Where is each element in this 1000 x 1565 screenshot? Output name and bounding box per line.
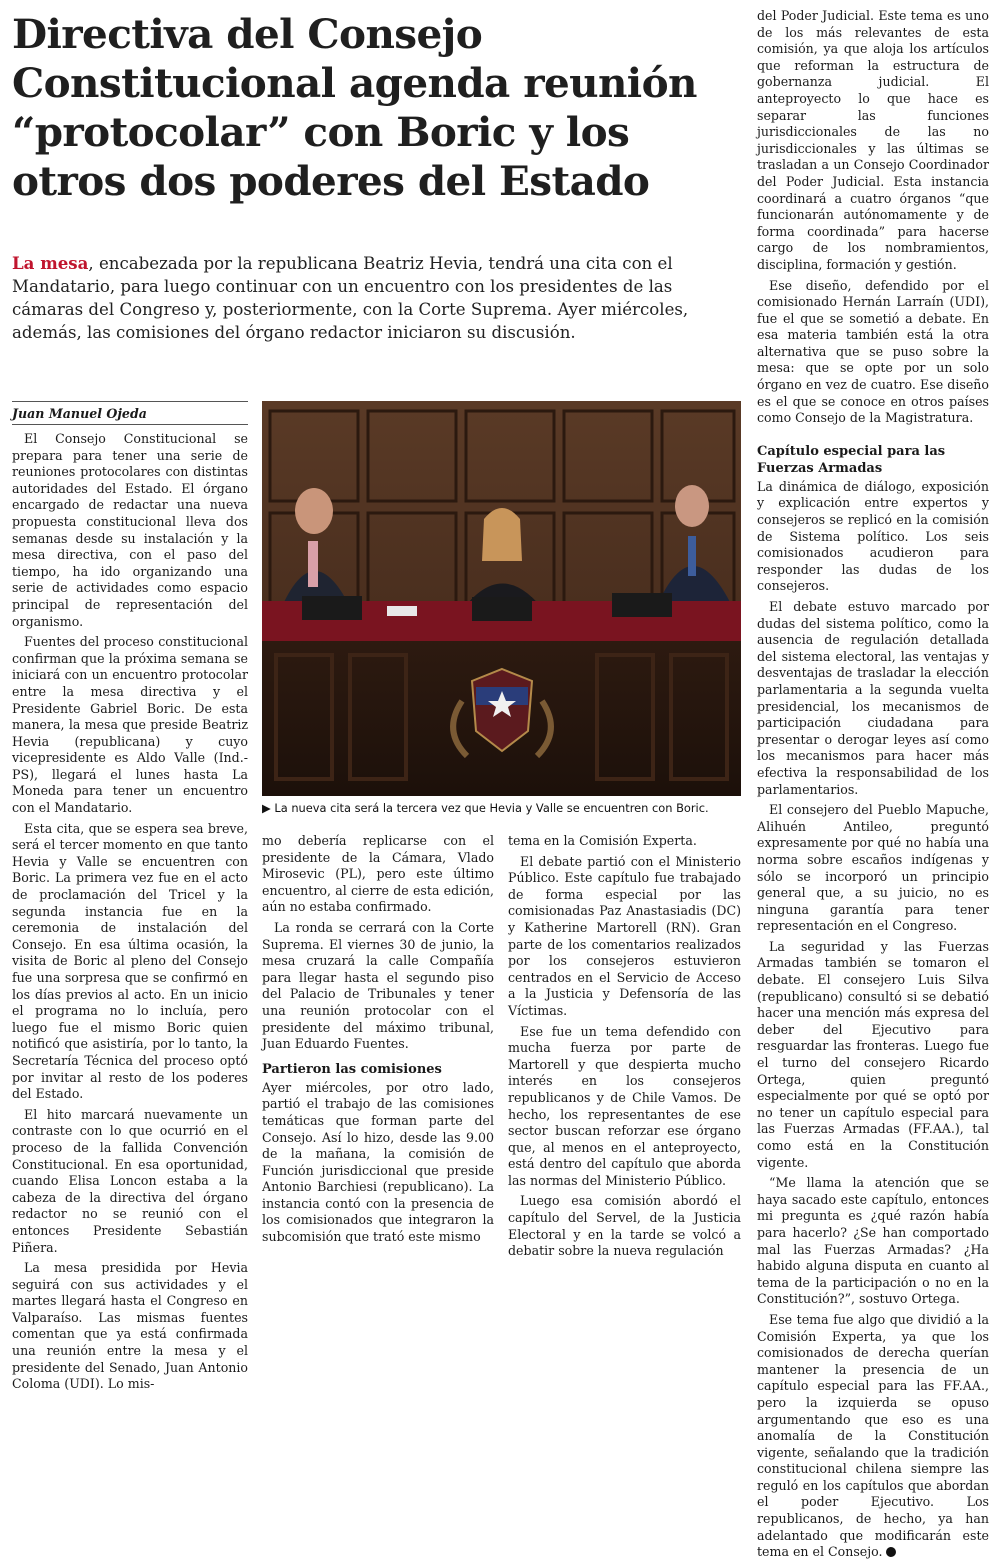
paragraph-final bbox=[757, 1312, 989, 1561]
paragraph: La ronda se cerrará con la Corte Suprema. El viernes 30 de junio, la mesa cruzará la calle Compañía para llegar hasta el segundo piso del Palacio de Tribunales y tener una reunión protocolar con el presidente del máximo tribunal, Juan Eduardo Fuentes. bbox=[262, 919, 494, 1052]
paragraph: La seguridad y las Fuerzas Armadas también se tomaron el debate. El consejero Luis Silva (republicano) consultó si se debatió hacer una mención más expresa del deber del Ejecutivo para resguardar las fronteras. Luego fue el turno del consejero Ricardo Ortega, quien preguntó especialmente por qué se optó por no tener un capítulo especial para las Fuerzas Armadas (FF.AA.), tal como está en la Constitución vigente. bbox=[757, 938, 989, 1170]
paragraph: El debate estuvo marcado por dudas del sistema político, como la ausencia de regulación detallada del sistema electoral, las ventajas y desventajas de trasladar la elección parlamentaria a la segunda vuelta presidencial, los mecanismos de participación ciudadana para presentar o derogar leyes así como los mecanismos para hacer más efectiva la responsabilidad de los parlamentarios. bbox=[757, 599, 989, 797]
article-photo bbox=[262, 401, 741, 796]
paragraph: del Poder Judicial. Este tema es uno de los más relevantes de esta comisión, ya que aloja los artículos que reforman la estructura de gobernanza judicial. El anteproyecto lo que hace es separar las funciones jurisdiccionales de las no jurisdiccionales y las últimas se trasladan a un Consejo Coordinador del Poder Judicial. Esta instancia coordinará a cuatro órganos “que funcionarán autónomamente y de forma coordinada” para hacerse cargo de los nombramientos, disciplina, formación y gestión. bbox=[757, 8, 989, 272]
lead-text: , encabezada por la republicana Beatriz Hevia, tendrá una cita con el Mandatario, para luego continuar con un encuentro con los presidentes de las cámaras del Congreso y, posteriormente, con la Corte Suprema. Ayer miércoles, además, las comisiones del órgano redactor iniciaron su discusión. bbox=[12, 254, 689, 342]
paragraph: El Consejo Constitucional se prepara para tener una serie de reuniones protocolares con distintas autoridades del Estado. El órgano encargado de redactar una nueva propuesta constitucional lleva dos semanas desde su instalación y la mesa directiva, con el paso del tiempo, ha ido organizando una serie de actividades como espacio principal de representación del organismo. bbox=[12, 431, 248, 629]
lead-highlight: La mesa bbox=[12, 253, 89, 273]
end-mark-icon bbox=[886, 1547, 896, 1557]
paragraph: Luego esa comisión abordó el capítulo del Servel, de la Justicia Electoral y en la tarde se volcó a debatir sobre la nueva regulación bbox=[508, 1193, 741, 1259]
paragraph: tema en la Comisión Experta. bbox=[508, 833, 697, 848]
article-column-3 bbox=[508, 833, 741, 1264]
paragraph: Ese diseño, defendido por el comisionado Hernán Larraín (UDI), fue el que se sometió a debate. En esa materia también está la otra alternativa que se puso sobre la mesa: que se opte por un solo órgano en vez de cuatro. Ese diseño es el que se conoce en otros países como Consejo de la Magistratura. bbox=[757, 277, 989, 426]
section-subhead: Capítulo especial para las Fuerzas Armadas bbox=[757, 443, 946, 476]
paragraph: El debate partió con el Ministerio Público. Este capítulo fue trabajado de forma especial por las comisionadas Paz Anastasiadis (DC) y Katherine Martorell (RN). Gran parte de los comentarios realizados por los consejeros estuvieron centrados en el Servicio de Acceso a la Justicia y Defensoría de las Víctimas. bbox=[508, 853, 741, 1018]
paragraph-text: Ese tema fue algo que dividió a la Comisión Experta, ya que los comisionados de derecha querían mantener la presencia de un capítulo especial para las FF.AA., pero la izquierda se opuso argumentando que eso es una anomalía de la Constitución vigente, señalando que la tradición constitucional chilena siempre las reguló en los capítulos que abordan el poder Ejecutivo. Los republicanos, de hecho, ya han adelantado que modificarán este tema en el Consejo. bbox=[757, 1311, 989, 1560]
paragraph: La dinámica de diálogo, exposición y explicación entre expertos y consejeros se replicó en la comisión de Sistema político. Los seis comisionados acudieron para responder las dudas de los consejeros. bbox=[757, 478, 989, 594]
section-subhead: Partieron las comisiones bbox=[262, 1061, 442, 1077]
paragraph: “Me llama la atención que se haya sacado este capítulo, entonces mi pregunta es ¿qué razón había para hacerlo? ¿Se han comportado mal las Fuerzas Armadas? ¿Ha habido alguna disputa en cuanto al tema de la participación o no en la Constitución?”, sostuvo Ortega. bbox=[757, 1175, 989, 1307]
paragraph: El consejero del Pueblo Mapuche, Alihuén Antileo, preguntó expresamente por qué no había una norma sobre escaños indígenas y sólo se incorporó un principio general que, a su juicio, no es ninguna garantía para tener representación en el Congreso. bbox=[757, 802, 989, 934]
headline-line: Directiva del Consejo bbox=[12, 10, 483, 58]
headline bbox=[12, 10, 742, 206]
article-column-4 bbox=[757, 8, 989, 1565]
paragraph: Ayer miércoles, por otro lado, partió el trabajo de las comisiones temáticas que forman parte del Consejo. Así lo hizo, desde las 9.00 de la mañana, la comisión de Función jurisdiccional que preside Antonio Barchiesi (republicano). La instancia contó con la presencia de los comisionados que integraron la subcomisión que trató este mismo bbox=[262, 1079, 494, 1245]
headline-line: “protocolar” con Boric y los bbox=[12, 108, 630, 156]
paragraph: El hito marcará nuevamente un contraste con lo que ocurrió en el proceso de la fallida Convención Constitucional. En esa oportunidad, cuando Elisa Loncon estaba a la cabeza de la directiva del órgano redactor no se reunió con el entonces Presidente Sebastián Piñera. bbox=[12, 1106, 248, 1255]
photo-illustration bbox=[262, 401, 741, 796]
paragraph: La mesa presidida por Hevia seguirá con sus actividades y el martes llegará hasta el Congreso en Valparaíso. Las mismas fuentes comentan que ya está confirmada una reunión entre la mesa y el presidente del Senado, Juan Antonio Coloma (UDI). Lo mis- bbox=[12, 1260, 248, 1392]
article-column-2 bbox=[262, 833, 494, 1250]
paragraph: mo debería replicarse con el presidente de la Cámara, Vlado Mirosevic (PL), pero este último encuentro, al cierre de esta edición, aún no estaba confirmado. bbox=[262, 833, 494, 915]
headline-line: otros dos poderes del Estado bbox=[12, 157, 650, 205]
lead-paragraph bbox=[12, 252, 737, 344]
paragraph: Esta cita, que se espera sea breve, será el tercer momento en que tanto Hevia y Valle se encuentren con Boric. La primera vez fue en el acto de proclamación del Tricel y la segunda instancia fue en la ceremonia de instalación del Consejo. En esa última ocasión, la visita de Boric al pleno del Consejo fue una sorpresa que se confirmó en los días previos al acto. En un inicio el programa no lo incluía, pero luego fue el mismo Boric quien notificó que asistiría, por lo tanto, la Secretaría Técnica del proceso optó por invitar al resto de los poderes del Estado. bbox=[12, 820, 248, 1102]
photo-caption: ▶ La nueva cita será la tercera vez que Hevia y Valle se encuentren con Boric. bbox=[262, 801, 709, 815]
article-column-1 bbox=[12, 431, 248, 1397]
headline-line: Constitucional agenda reunión bbox=[12, 59, 697, 107]
byline: Juan Manuel Ojeda bbox=[12, 401, 248, 425]
paragraph: Fuentes del proceso constitucional confirman que la próxima semana se iniciará con un encuentro protocolar entre la mesa directiva y el Presidente Gabriel Boric. De esta manera, la mesa que preside Beatriz Hevia (republicana) y cuyo vicepresidente es Aldo Valle (Ind.-PS), llegará el lunes hasta La Moneda para tener un encuentro con el Mandatario. bbox=[12, 634, 248, 816]
paragraph: Ese fue un tema defendido con mucha fuerza por parte de Martorell y que despierta mucho interés en los consejeros republicanos y de Chile Vamos. De hecho, los representantes de ese sector buscan reforzar ese órgano que, al menos en el anteproyecto, está dentro del capítulo que aborda las normas del Ministerio Público. bbox=[508, 1023, 741, 1188]
